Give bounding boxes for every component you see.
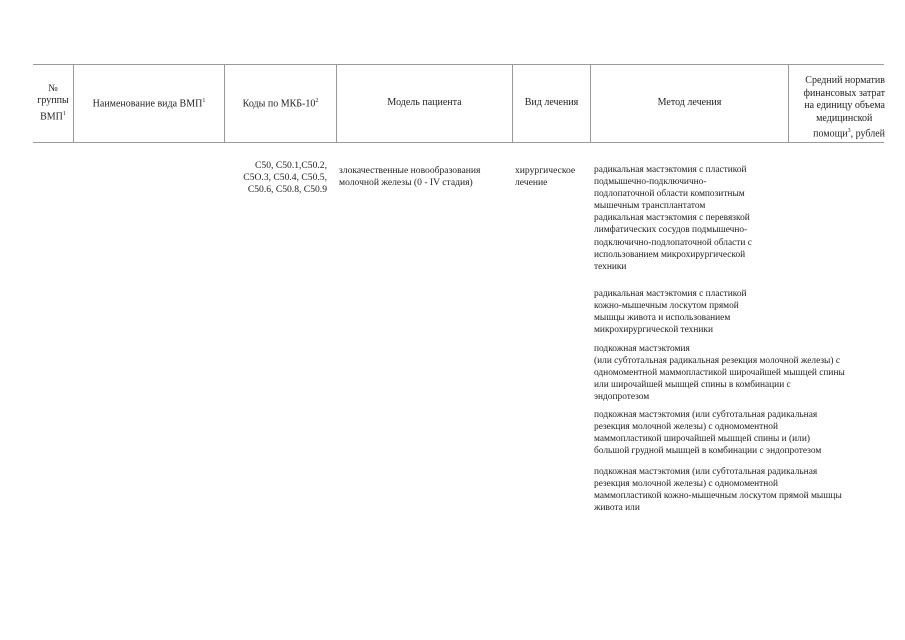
method-line: одномоментной маммопластикой широчайшей мышцей спины — [594, 368, 845, 379]
method-line: микрохирургической техники — [594, 325, 713, 336]
method-line: лимфатических сосудов подмышечно- — [594, 225, 748, 236]
header-average-cost-line2: финансовых затрат — [803, 87, 885, 99]
method-line: радикальная мастэктомия с перевязкой — [594, 213, 750, 224]
footnote-marker: 2 — [315, 98, 319, 105]
patient-model-line: злокачественные новообразования — [339, 165, 481, 176]
header-group-number-line2: группы — [37, 95, 69, 107]
treatment-method-2 — [594, 288, 747, 336]
method-line: большой грудной мышцей в комбинации с эндопротезом — [594, 446, 822, 457]
method-line: маммопластикой широчайшей мышцей спины и (или) — [594, 434, 811, 445]
method-line: радикальная мастэктомия с пластикой — [594, 165, 747, 175]
footnote-marker: 1 — [202, 98, 206, 105]
header-vmp-name — [74, 64, 224, 142]
header-treatment-method-text: Метод лечения — [657, 96, 722, 108]
method-line: (или субтотальная радикальная резекция молочной железы) с — [594, 356, 840, 367]
header-group-number — [33, 64, 73, 142]
method-line: или широчайшей мышцей спины в комбинации с — [594, 380, 791, 391]
cell-treatment-type — [515, 165, 575, 189]
treatment-type-line: хирургическое — [515, 165, 576, 176]
header-group-number-line1: № — [48, 82, 58, 94]
icd-codes-line: C50, C50.1,C50.2, — [255, 160, 327, 171]
header-patient-model-text: Модель пациента — [387, 96, 462, 108]
header-icd-codes — [225, 64, 336, 142]
header-average-cost-line4: медицинской — [816, 112, 873, 124]
treatment-type-line: лечение — [515, 177, 548, 189]
method-line: мышцы живота и использованием — [594, 313, 731, 324]
cell-icd-codes — [225, 160, 327, 197]
header-average-cost-line1: Средний норматив — [805, 75, 885, 87]
method-line: кожно-мышечным лоскутом прямой — [594, 301, 739, 312]
header-average-cost-line5-suffix: , рублей — [850, 128, 885, 140]
method-line: мышечным трансплантатом — [594, 201, 706, 212]
header-icd-codes-text: Коды по МКБ-10 — [242, 98, 316, 110]
method-line: подмышечно-подключично- — [594, 177, 707, 188]
header-patient-model — [337, 64, 512, 142]
icd-codes-line: C5O.3, C50.4, C50.5, — [243, 172, 327, 184]
icd-codes-line: C50.6, C50.8, C50.9 — [247, 184, 327, 196]
treatment-method-4 — [594, 409, 821, 457]
treatment-method-1 — [594, 164, 752, 273]
header-treatment-type — [513, 64, 590, 142]
method-line: живота или — [594, 503, 640, 514]
header-average-cost — [789, 64, 885, 142]
cell-patient-model — [339, 165, 480, 189]
method-line: резекция молочной железы) с одномоментной — [594, 479, 778, 490]
patient-model-line: молочной железы (0 - IV стадия) — [339, 177, 473, 189]
method-line: радикальная мастэктомия с пластикой — [594, 289, 747, 299]
method-line: маммопластикой кожно-мышечным лоскутом прямой мышцы — [594, 491, 842, 502]
header-average-cost-line3: на единицу объема — [804, 100, 885, 112]
footnote-marker: 3 — [847, 128, 851, 135]
header-treatment-type-text: Вид лечения — [524, 96, 579, 108]
method-line: использованием микрохирургической — [594, 249, 746, 260]
header-average-cost-line5: помощи — [813, 128, 848, 140]
method-line: подкожная мастэктомия — [594, 344, 690, 354]
header-group-number-line3: ВМП — [40, 110, 63, 122]
method-line: резекция молочной железы) с одномоментной — [594, 422, 778, 433]
method-line: эндопротезом — [594, 392, 650, 403]
header-bottom-border — [33, 142, 884, 143]
method-line: техники — [594, 261, 627, 272]
treatment-method-3 — [594, 343, 845, 403]
header-treatment-method — [591, 64, 788, 142]
header-vmp-name-text: Наименование вида ВМП — [92, 98, 203, 110]
footnote-marker: 1 — [62, 110, 66, 117]
treatment-method-5 — [594, 466, 842, 514]
method-line: подкожная мастэктомия (или субтотальная радикальная — [594, 467, 818, 477]
method-line: подлопаточной области композитным — [594, 189, 745, 200]
method-line: подкожная мастэктомия (или субтотальная радикальная — [594, 410, 818, 420]
method-line: подключично-подлопаточной области с — [594, 237, 752, 248]
